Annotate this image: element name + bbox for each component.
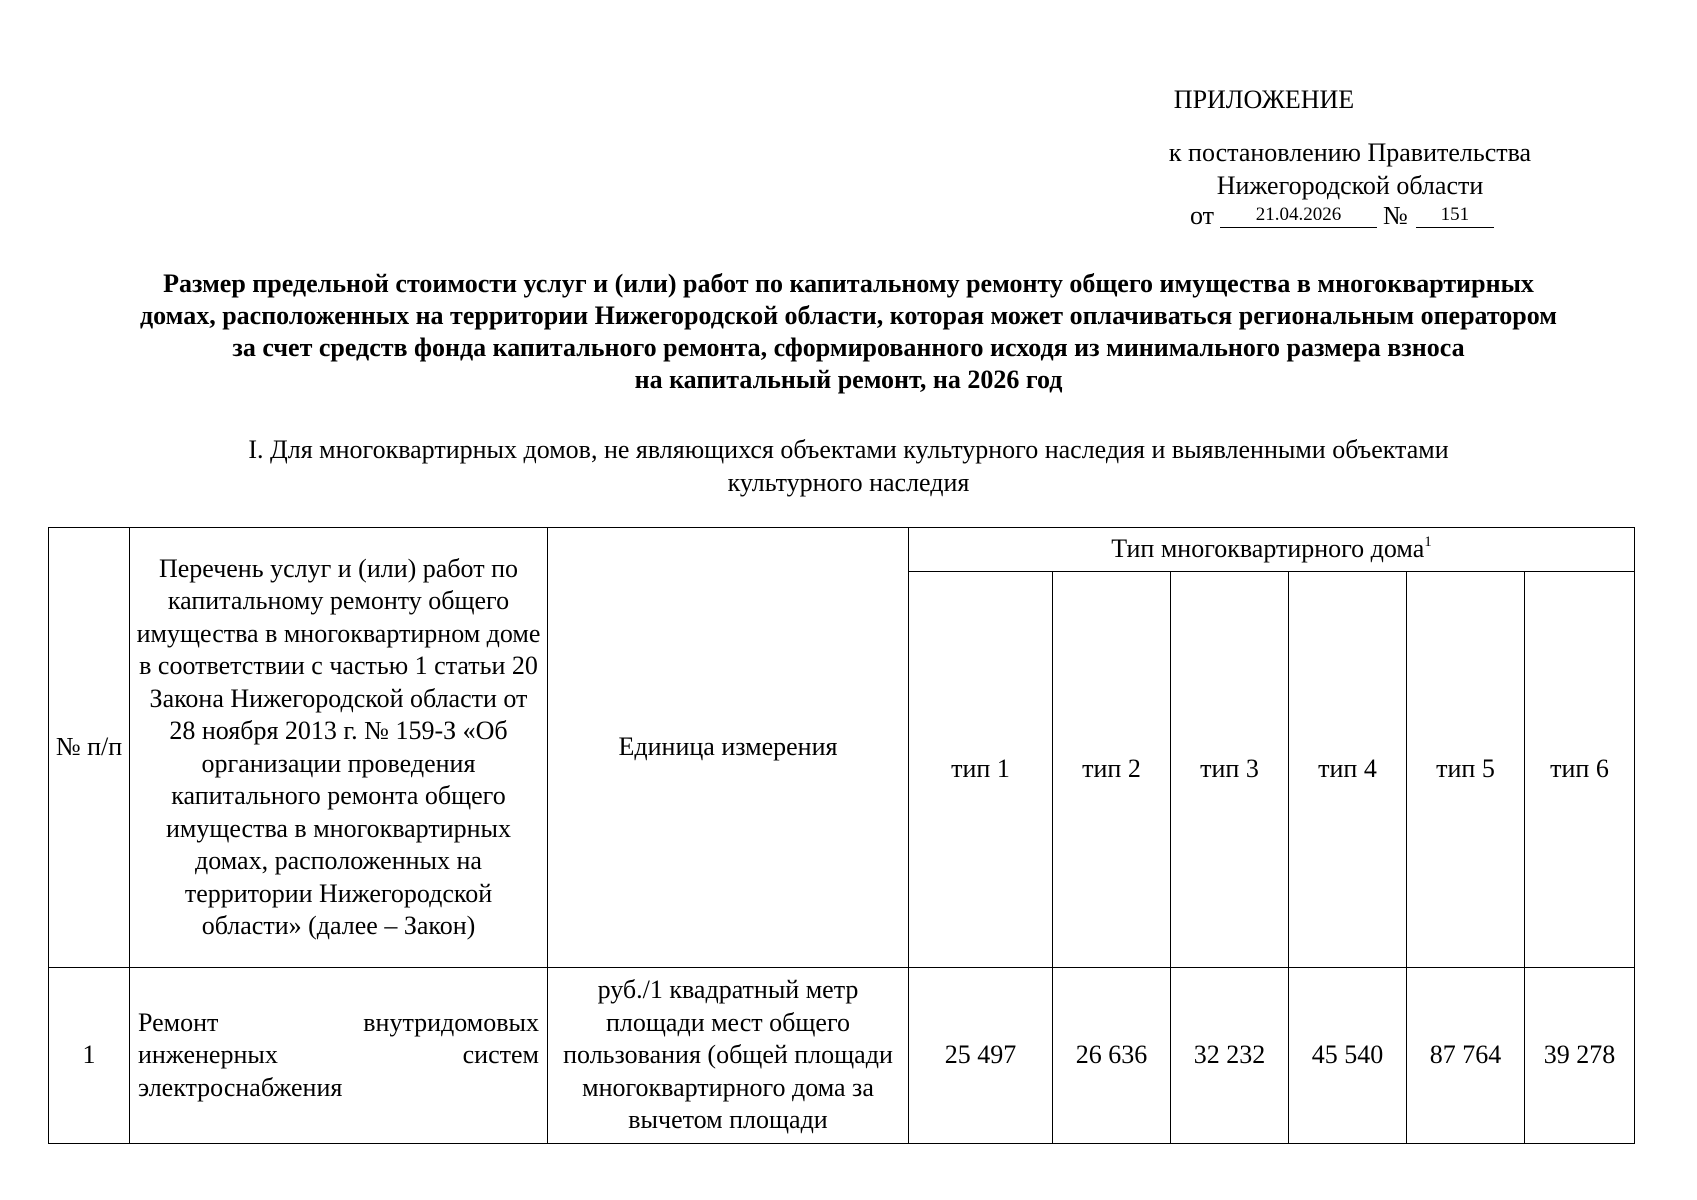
header-type-2: тип 2	[1053, 572, 1171, 968]
appendix-title: ПРИЛОЖЕНИЕ	[1173, 85, 1355, 114]
appendix-line-2: Нижегородской области	[1216, 171, 1484, 200]
section-heading	[40, 433, 1657, 499]
header-unit: Единица измерения	[548, 528, 909, 968]
header-num: № п/п	[49, 528, 130, 968]
date-prefix: от	[1190, 201, 1215, 230]
header-works: Перечень услуг и (или) работ по капитальному ремонту общего имущества в многоквартирном доме в соответствии с частью 1 статьи 20 Закона Нижегородской области от 28 ноября 2013 г. № 159-З «Об организации проведения капитального ремонта общего имущества в многоквартирных домах, расположенных на территории Нижегородской области» (далее – Закон)	[130, 528, 548, 968]
header-type-4: тип 4	[1289, 572, 1407, 968]
section-line-1: I. Для многоквартирных домов, не являющихся объектами культурного наследия и выявленными объектами	[248, 435, 1449, 464]
title-line-1: Размер предельной стоимости услуг и (или) работ по капитальному ремонту общего имущества в многоквартирных	[163, 269, 1534, 298]
footnote-marker: 1	[1424, 534, 1432, 551]
header-type-6: тип 6	[1525, 572, 1635, 968]
header-type-5: тип 5	[1407, 572, 1525, 968]
row-value-type-2: 26 636	[1053, 968, 1171, 1144]
title-line-2: домах, расположенных на территории Нижегородской области, которая может оплачиваться региональным оператором	[140, 301, 1557, 330]
row-value-type-5: 87 764	[1407, 968, 1525, 1144]
title-line-4: на капитальный ремонт, на 2026 год	[634, 365, 1063, 394]
header-type-group-label: Тип многоквартирного дома	[1111, 534, 1425, 564]
row-value-type-4: 45 540	[1289, 968, 1407, 1144]
header-type-group	[909, 528, 1635, 572]
appendix-line-1: к постановлению Правительства	[1168, 138, 1532, 167]
header-type-3: тип 3	[1171, 572, 1289, 968]
number-sign: №	[1383, 201, 1408, 230]
number-value: 151	[1416, 203, 1494, 228]
date-value: 21.04.2026	[1220, 203, 1377, 228]
row-value-type-1: 25 497	[909, 968, 1053, 1144]
row-value-type-6: 39 278	[1525, 968, 1635, 1144]
appendix-date-line	[1190, 200, 1494, 232]
header-row-group	[49, 528, 1635, 572]
row-num: 1	[49, 968, 130, 1144]
section-line-2: культурного наследия	[727, 468, 970, 497]
row-unit: руб./1 квадратный метр площади мест общего пользования (общей площади многоквартирного дома за вычетом площади	[548, 968, 909, 1144]
cost-table	[48, 527, 1635, 1144]
header-type-1: тип 1	[909, 572, 1053, 968]
row-value-type-3: 32 232	[1171, 968, 1289, 1144]
table-row	[49, 968, 1635, 1144]
row-work: Ремонт внутридомовых инженерных систем электроснабжения	[130, 968, 548, 1144]
title-line-3: за счет средств фонда капитального ремонта, сформированного исходя из минимального размера взноса	[232, 333, 1465, 362]
document-title	[40, 268, 1657, 396]
